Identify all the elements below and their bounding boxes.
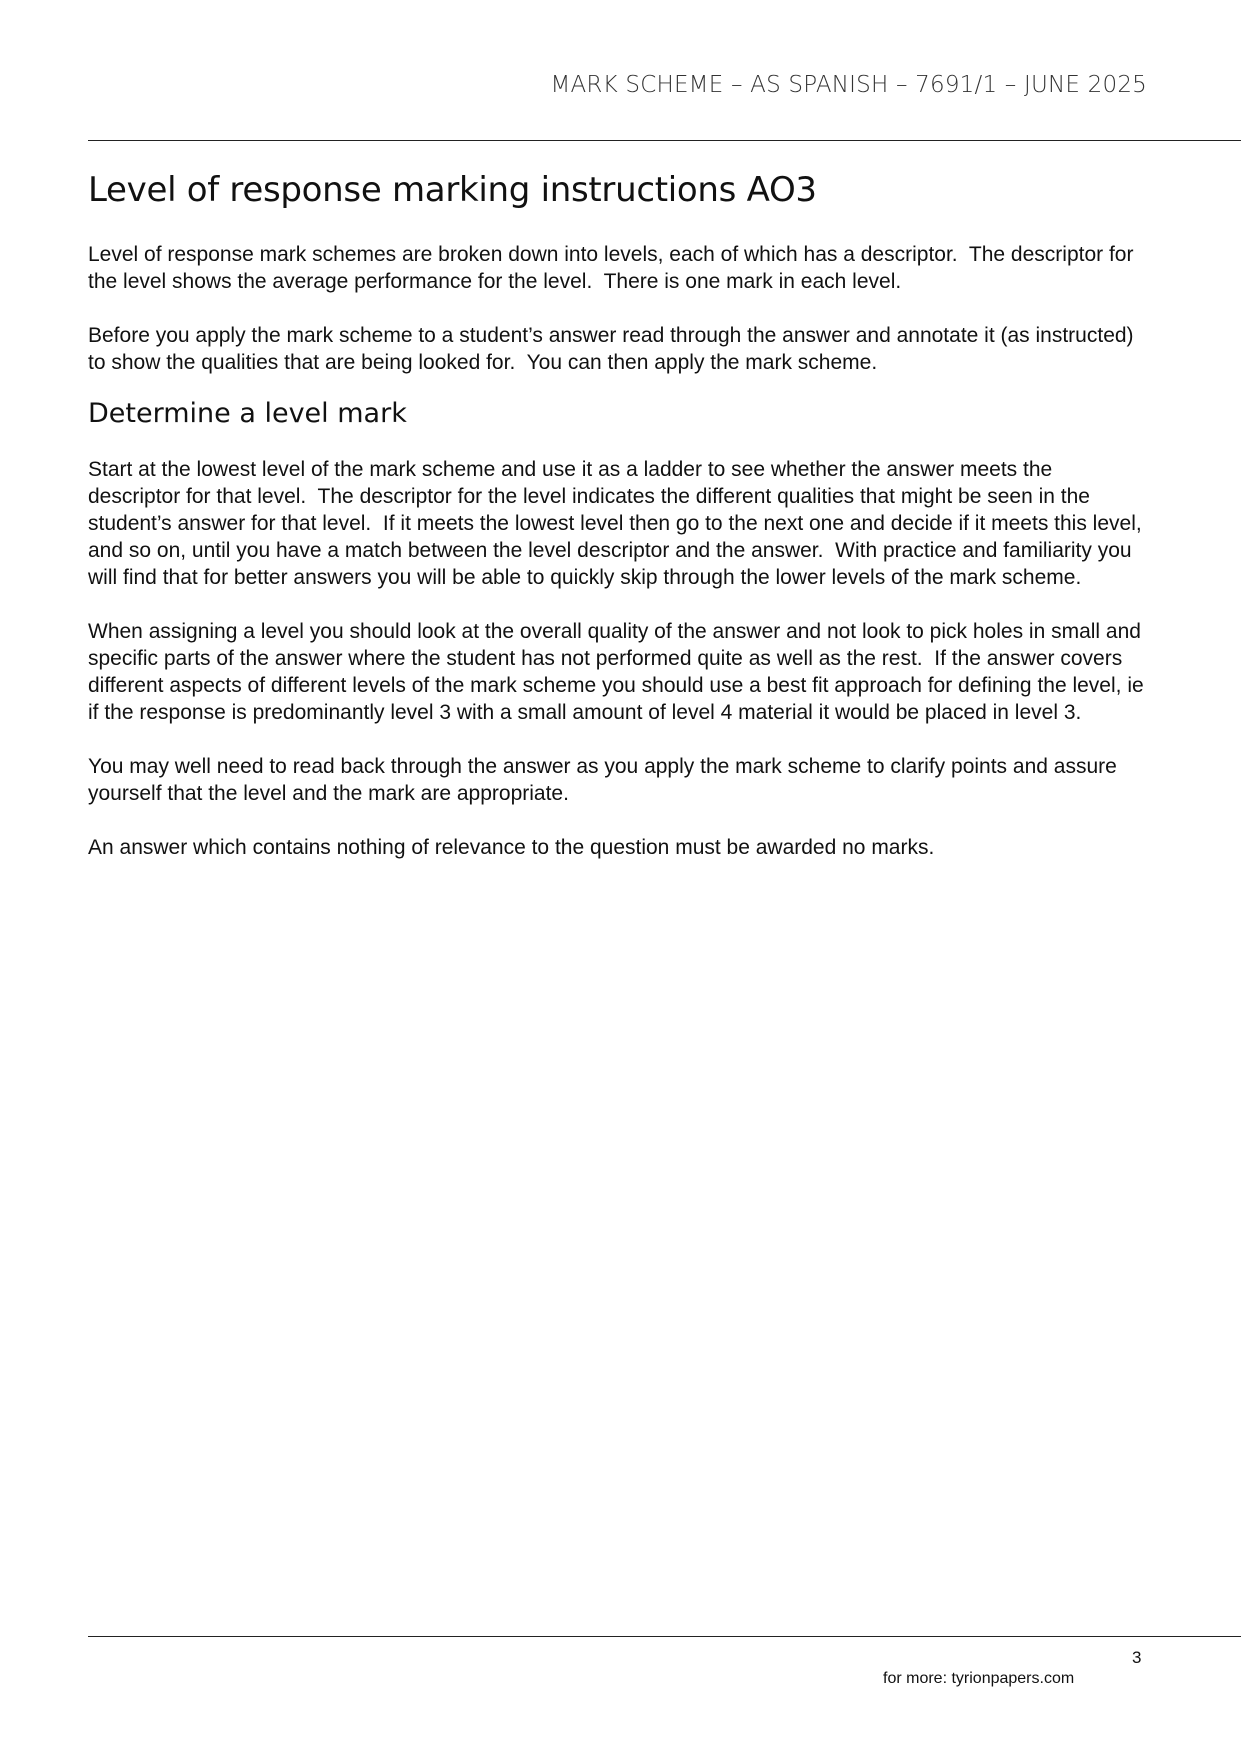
footer-credit: for more: tyrionpapers.com	[883, 1670, 1075, 1687]
intro-paragraph-1: Level of response mark schemes are broken down into levels, each of which has a descriptor. The descriptor for the level shows the average performance for the level. There is one mark in each level.	[88, 242, 1140, 293]
header-divider	[88, 140, 1241, 141]
section-paragraph-1: Start at the lowest level of the mark scheme and use it as a ladder to see whether the answer meets the descriptor for that level. The descriptor for the level indicates the different qualities that might be seen in the student’s answer for that level. If it meets the lowest level then go to the next one and decide if it meets this level, and so on, until you have a match between the level descriptor and the answer. With practice and familiarity you will find that for better answers you will be able to quickly skip through the lower levels of the mark scheme.	[88, 458, 1148, 590]
running-header: MARK SCHEME – AS SPANISH – 7691/1 – JUNE 2025	[550, 72, 1147, 98]
page-title: Level of response marking instructions AO3	[88, 170, 817, 210]
intro-paragraph-2: Before you apply the mark scheme to a student’s answer read through the answer and annotate it (as instructed) to show the qualities that are being looked for. You can then apply the mark scheme.	[88, 323, 1140, 374]
page-number: 3	[1132, 1648, 1142, 1667]
section-heading: Determine a level mark	[88, 397, 407, 429]
section-paragraph-3: You may well need to read back through the answer as you apply the mark scheme to clarify points and assure yourself that the level and the mark are appropriate.	[88, 755, 1123, 806]
section-paragraph-2: When assigning a level you should look at the overall quality of the answer and not look to pick holes in small and specific parts of the answer where the student has not performed quite as well as the rest. If the answer covers different aspects of different levels of the mark scheme you should use a best fit approach for defining the level, ie if the response is predominantly level 3 with a small amount of level 4 material it would be placed in level 3.	[88, 620, 1150, 725]
footer-divider	[88, 1636, 1241, 1637]
section-paragraph-4: An answer which contains nothing of relevance to the question must be awarded no marks.	[88, 836, 935, 860]
page-content	[88, 170, 1148, 888]
